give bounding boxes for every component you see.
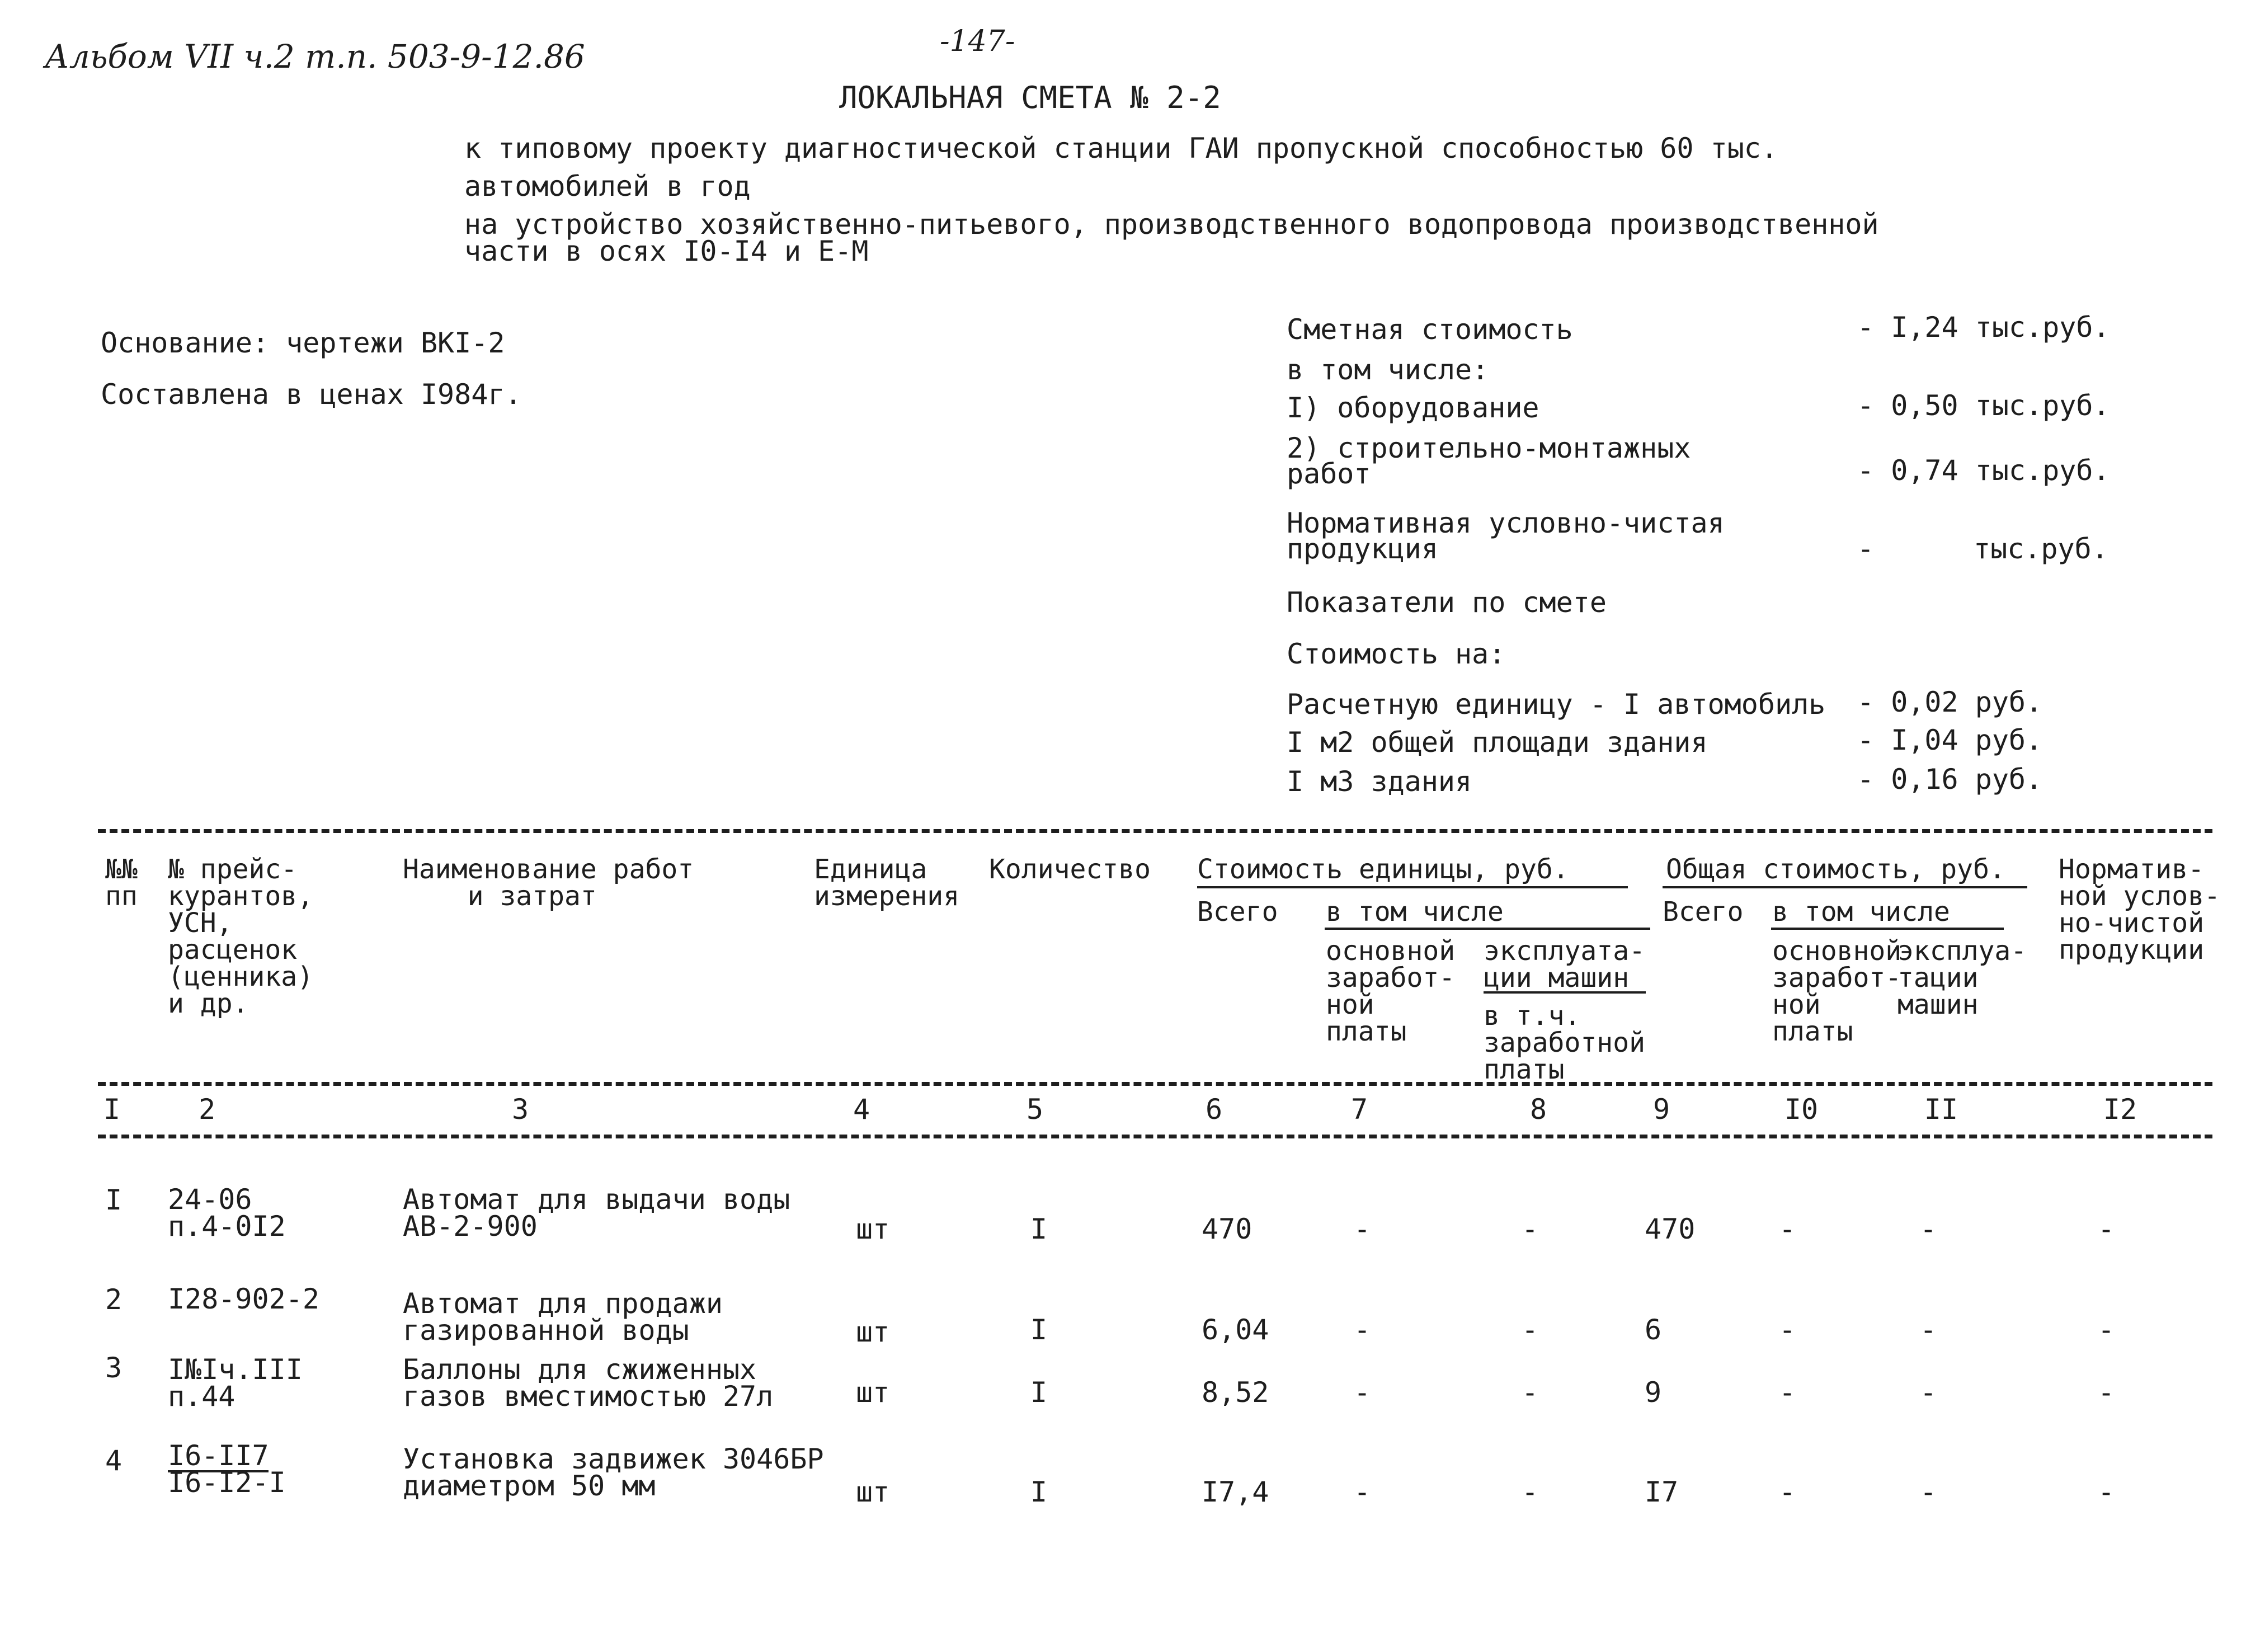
quantity: I bbox=[1030, 1314, 1048, 1346]
document-title: ЛОКАЛЬНАЯ СМЕТА № 2-2 bbox=[839, 80, 1221, 115]
normative-output: - bbox=[2098, 1476, 2115, 1508]
header-work-name: Наименование работ и затрат bbox=[403, 854, 694, 912]
column-number-divider bbox=[98, 1135, 2212, 1138]
unit-cost-machines: - bbox=[1522, 1213, 1539, 1245]
construction-label-1: 2) строительно-монтажных bbox=[1287, 432, 1691, 464]
unit-cost-machines: - bbox=[1522, 1314, 1539, 1346]
column-number: 3 bbox=[511, 1093, 529, 1126]
unit-including-rule bbox=[1325, 928, 1650, 930]
column-number: 6 bbox=[1205, 1093, 1223, 1126]
album-reference: Альбом VII ч.2 т.п. 503-9-12.86 bbox=[45, 37, 585, 76]
normative-label-1: Нормативная условно-чистая bbox=[1287, 507, 1725, 539]
total-cost: 470 bbox=[1645, 1213, 1696, 1245]
total-cost-wage: - bbox=[1779, 1213, 1796, 1245]
unit-cost-wage: - bbox=[1354, 1376, 1371, 1409]
quantity: I bbox=[1030, 1476, 1048, 1508]
total-cost-group-rule bbox=[1663, 886, 2027, 888]
pricelist-code-underline bbox=[168, 1470, 269, 1472]
header-total-cost-group: Общая стоимость, руб. bbox=[1666, 854, 2005, 885]
header-unit-cost-machines: эксплуата- ции машин bbox=[1484, 935, 1645, 994]
header-total-cost-including: в том числе bbox=[1772, 896, 1950, 928]
total-cost: 6 bbox=[1645, 1314, 1662, 1346]
page-number: -147- bbox=[940, 25, 1015, 58]
unit-cost-machines: - bbox=[1522, 1476, 1539, 1508]
unit-cost-group-rule bbox=[1197, 886, 1628, 888]
header-row-number: №№ пп bbox=[105, 854, 138, 912]
unit-cost-wage: - bbox=[1354, 1476, 1371, 1508]
row-number: I bbox=[105, 1184, 123, 1216]
header-unit-cost-total: Всего bbox=[1197, 896, 1278, 928]
normative-dash: - bbox=[1857, 533, 1875, 565]
work-name: Установка задвижек 3046БР диаметром 50 мм bbox=[403, 1443, 824, 1502]
header-normative-output: Норматив- ной услов- но-чистой продукции bbox=[2059, 854, 2220, 966]
total-cost-wage: - bbox=[1779, 1314, 1796, 1346]
pricelist-code: 24-06 п.4-0I2 bbox=[168, 1183, 286, 1242]
purpose-line-1: на устройство хозяйственно-питьевого, производственного водопровода производственной bbox=[464, 208, 1879, 241]
column-number: 9 bbox=[1652, 1093, 1670, 1126]
per-m2-value: - I,04 руб. bbox=[1857, 724, 2043, 756]
total-including-rule bbox=[1771, 928, 2004, 930]
unit-cost-total: 470 bbox=[1202, 1213, 1253, 1245]
equipment-label: I) оборудование bbox=[1287, 392, 1539, 424]
equipment-value: - 0,50 тыс.руб. bbox=[1857, 389, 2110, 422]
per-m3-label: I м3 здания bbox=[1287, 765, 1472, 798]
header-pricelist-code: № прейс- курантов, УСН, расценок (ценника) и др. bbox=[168, 854, 314, 1019]
unit-cost-machines: - bbox=[1522, 1376, 1539, 1409]
header-total-cost-total: Всего bbox=[1663, 896, 1744, 928]
column-number: I0 bbox=[1784, 1093, 1819, 1126]
quantity: I bbox=[1030, 1213, 1048, 1245]
normative-output: - bbox=[2098, 1314, 2115, 1346]
row-number: 4 bbox=[105, 1444, 123, 1477]
per-m2-label: I м2 общей площади здания bbox=[1287, 726, 1708, 759]
normative-unit: тыс.руб. bbox=[1974, 533, 2108, 565]
purpose-line-2: части в осях I0-I4 и Е-М bbox=[464, 235, 869, 267]
column-number: 7 bbox=[1350, 1093, 1368, 1126]
column-number: 4 bbox=[853, 1093, 870, 1126]
construction-value: - 0,74 тыс.руб. bbox=[1857, 454, 2110, 487]
total-cost-value: - I,24 тыс.руб. bbox=[1857, 311, 2110, 343]
total-cost-wage: - bbox=[1779, 1376, 1796, 1409]
table-top-divider bbox=[98, 829, 2212, 833]
header-unit-cost-machine-wage: в т.ч. заработной платы bbox=[1484, 1000, 1645, 1085]
row-number: 2 bbox=[105, 1283, 123, 1316]
cost-per-label: Стоимость на: bbox=[1287, 638, 1506, 670]
per-m3-value: - 0,16 руб. bbox=[1857, 763, 2043, 796]
per-unit-label: Расчетную единицу - I автомобиль bbox=[1287, 688, 1826, 721]
work-name: Автомат для выдачи воды АВ-2-900 bbox=[403, 1183, 790, 1242]
pricelist-code: I6-II7 I6-I2-I bbox=[168, 1439, 286, 1499]
total-cost: I7 bbox=[1645, 1476, 1679, 1508]
unit: шт bbox=[856, 1476, 890, 1508]
total-cost-machines: - bbox=[1920, 1213, 1937, 1245]
header-unit-cost-wage: основной заработ- ной платы bbox=[1326, 935, 1456, 1047]
header-total-cost-wage: основной заработ- ной платы bbox=[1772, 935, 1902, 1047]
per-unit-value: - 0,02 руб. bbox=[1857, 686, 2043, 718]
unit: шт bbox=[856, 1213, 890, 1245]
header-unit-cost-group: Стоимость единицы, руб. bbox=[1197, 854, 1569, 885]
column-number: I bbox=[103, 1093, 121, 1126]
unit-cost-wage: - bbox=[1354, 1213, 1371, 1245]
unit-cost-total: I7,4 bbox=[1202, 1476, 1269, 1508]
total-cost-wage: - bbox=[1779, 1476, 1796, 1508]
normative-label-2: продукция bbox=[1287, 533, 1438, 565]
header-bottom-divider bbox=[98, 1082, 2212, 1086]
pricelist-code: I28-902-2 bbox=[168, 1283, 319, 1315]
total-cost-machines: - bbox=[1920, 1376, 1937, 1409]
subtitle-line-2: автомобилей в год bbox=[464, 170, 751, 203]
basis-note: Основание: чертежи ВКI-2 bbox=[101, 327, 505, 359]
unit-cost-total: 6,04 bbox=[1202, 1314, 1269, 1346]
unit-cost-wage: - bbox=[1354, 1314, 1371, 1346]
column-number: 5 bbox=[1026, 1093, 1044, 1126]
construction-label-2: работ bbox=[1287, 458, 1371, 490]
pricelist-code: I№Iч.III п.44 bbox=[168, 1353, 303, 1413]
total-cost-machines: - bbox=[1920, 1476, 1937, 1508]
normative-output: - bbox=[2098, 1376, 2115, 1409]
normative-output: - bbox=[2098, 1213, 2115, 1245]
total-cost-machines: - bbox=[1920, 1314, 1937, 1346]
unit: шт bbox=[856, 1316, 890, 1348]
header-total-cost-machines: эксплуа- тации машин bbox=[1897, 935, 2027, 1020]
work-name: Автомат для продажи газированной воды bbox=[403, 1287, 723, 1347]
total-cost-label: Сметная стоимость bbox=[1287, 313, 1573, 346]
header-unit-cost-including: в том числе bbox=[1326, 896, 1504, 928]
including-label: в том числе: bbox=[1287, 354, 1489, 386]
subtitle-line-1: к типовому проекту диагностической станции ГАИ пропускной способностью 60 тыс. bbox=[464, 132, 1778, 164]
total-cost: 9 bbox=[1645, 1376, 1662, 1409]
header-quantity: Количество bbox=[989, 854, 1151, 885]
column-number: I2 bbox=[2103, 1093, 2137, 1126]
unit-machines-rule bbox=[1484, 991, 1646, 994]
prices-note: Составлена в ценах I984г. bbox=[101, 378, 522, 411]
unit: шт bbox=[856, 1376, 890, 1409]
column-number: 2 bbox=[198, 1093, 216, 1126]
work-name: Баллоны для сжиженных газов вместимостью 27л bbox=[403, 1353, 774, 1413]
column-number: 8 bbox=[1529, 1093, 1547, 1126]
indicators-label: Показатели по смете bbox=[1287, 586, 1607, 619]
row-number: 3 bbox=[105, 1352, 123, 1384]
column-number: II bbox=[1924, 1093, 1958, 1126]
quantity: I bbox=[1030, 1376, 1048, 1409]
header-unit: Единица измерения bbox=[814, 854, 960, 912]
unit-cost-total: 8,52 bbox=[1202, 1376, 1269, 1409]
